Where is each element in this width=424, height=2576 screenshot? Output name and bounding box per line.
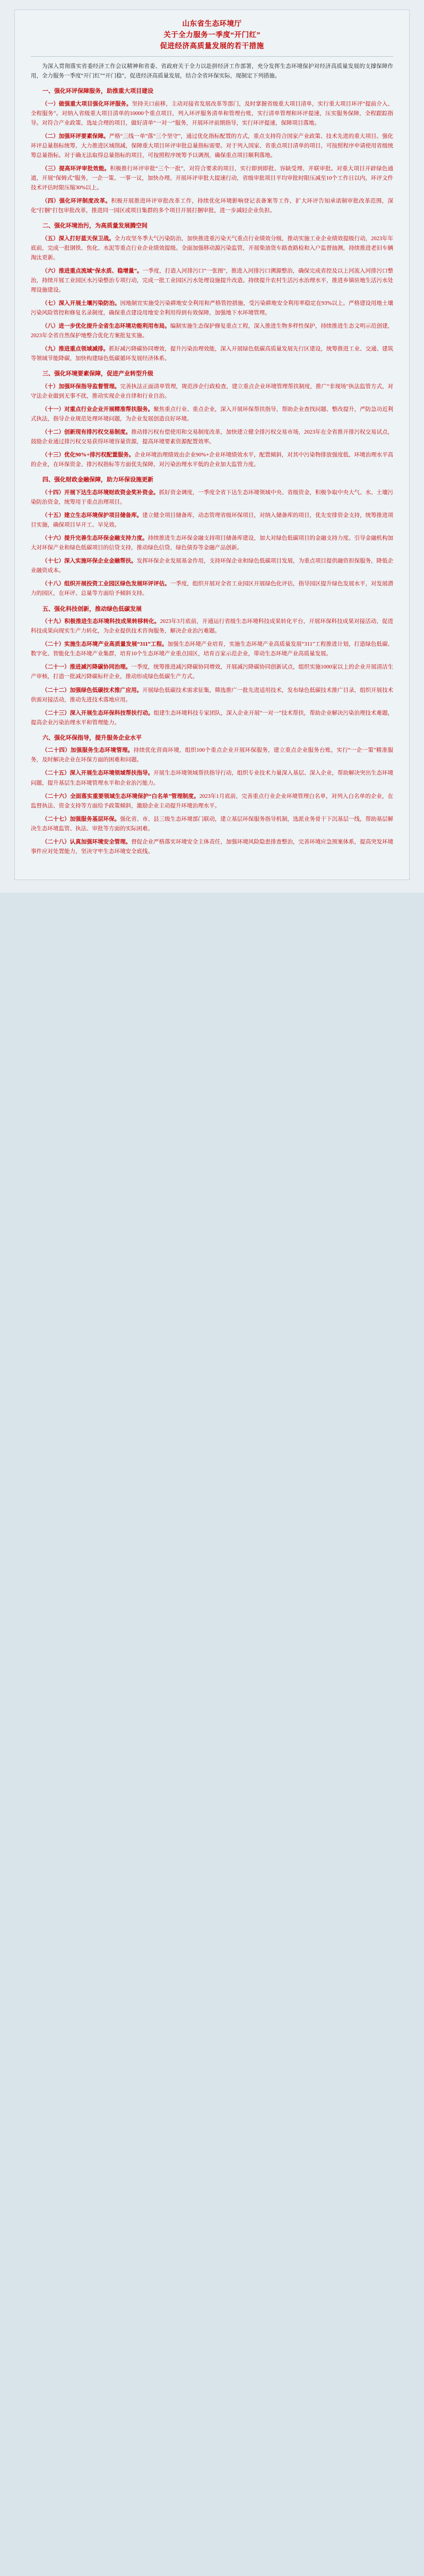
section-paragraph	[31, 234, 393, 263]
paragraph-body: 持续推进生态环保金融支持项目储备库建设，加大对绿色低碳项目的金融支持力度。引导金融机构加大对环保产业和绿色低碳项目的信贷支持，推动绿色信贷、绿色债券等金融产品创新。	[31, 535, 394, 551]
section-paragraph	[31, 267, 393, 295]
section-paragraph	[31, 428, 393, 447]
paragraph-body: 一季度，组织开展对全省工业园区开展绿色化评估，指导园区提升绿色发展水平，对发展潜力的园区，在环评、总量等方面给予倾斜支持。	[31, 581, 394, 597]
section-paragraph	[31, 534, 393, 553]
paragraph-body: 开展绿色低碳技术需求征集，筛选推广一批先进适用技术，发布绿色低碳技术推广目录，组织开展技术供需对接活动，推动先进技术落地应用。	[31, 687, 394, 703]
paragraph-lead: （十六）提升完善生态环保金融支持力度。	[42, 535, 148, 542]
section-paragraph	[31, 838, 393, 857]
section-paragraph	[31, 746, 393, 765]
paragraph-body: 建立健全项目储备库，动态管理省级环保项目，对纳入储备库的项目，优先安排资金支持，统筹推进项目实施，确保项目早开工、早见效。	[31, 513, 394, 529]
section-paragraph	[31, 197, 393, 216]
paragraph-body: 组建生态环境科技专家团队，深入企业开展“一对一”技术帮扶，帮助企业解决污染治理技术难题，提高企业污染治理水平和管理能力。	[31, 710, 393, 726]
section-paragraph	[31, 815, 393, 834]
paragraph-body: 发挥环保企业发展基金作用，支持环保企业和绿色低碳项目发展，为重点项目提供融资担保服务，降低企业融资成本。	[31, 558, 394, 574]
paragraph-lead: （十一）对重点行业企业开展精准帮扶服务。	[42, 407, 154, 413]
paragraph-lead: （八）进一步优化提升全省生态环境功能利用布局。	[42, 323, 170, 330]
section-paragraph	[31, 640, 393, 659]
section-paragraph	[31, 511, 393, 530]
document-title-line-2: 关于全力服务一季度“开门红”	[163, 30, 261, 39]
paragraph-lead: （三）提高环评审批效能。	[42, 165, 110, 172]
section-paragraph	[31, 709, 393, 728]
section-paragraph	[31, 557, 393, 576]
section-paragraph	[31, 663, 393, 682]
paragraph-lead: （二十六）全面落实重要领域生态环境保护“白名单”管理制度。	[42, 793, 200, 799]
section-paragraph	[31, 382, 393, 401]
section-paragraph	[31, 769, 393, 788]
section-paragraph	[31, 617, 393, 636]
paragraph-lead: （二十）实施生态环境产业高质量发展“311”工程。	[42, 641, 168, 648]
section-heading: 六、强化环保指导，提升服务企业水平	[42, 734, 142, 741]
paragraph-body: 督促企业严格落实环境安全主体责任，加强环境风险隐患排查整治，完善环境应急预案体系，提高突发环境事件应对处置能力，坚决守牢生态环境安全底线。	[31, 839, 394, 855]
paragraph-body: 2023年1月底前，完善重点行业企业环境管理白名单，对列入白名单的企业，在监督执法、资金支持等方面给予政策倾斜，激励企业主动提升环境治理水平。	[31, 793, 394, 809]
paragraph-lead: （四）强化环评制度改革。	[42, 198, 111, 204]
paragraph-body: 2023年3月底前，开通运行省级生态环境科技成果转化平台，开展环保科技成果对接活动，促进科技成果向现实生产力转化，为企业提供技术咨询服务，解决企业治污难题。	[31, 619, 394, 635]
paragraph-lead: （六）推进重点流域“保水质、稳增量”。	[42, 268, 143, 274]
paragraph-body: 因地制宜实施受污染耕地安全利用和严格管控措施，受污染耕地安全利用率稳定在93%以上。严格建设用地土壤污染风险管控和修复名录制度，确保重点建设用地安全利用得到有效保障，加强地下水环境管理。	[31, 301, 394, 316]
paragraph-lead: （十）加强环保指导监督管理。	[42, 384, 120, 390]
document-page	[0, 0, 424, 893]
paragraph-lead: （七）深入开展土壤污染防治。	[42, 301, 120, 307]
footer-spacer	[31, 860, 393, 866]
paragraph-lead: （二）加强环评要素保障。	[42, 133, 109, 139]
paragraph-lead: （十三）优化90%+排污权配置服务。	[42, 452, 135, 459]
paragraph-body: 抓好减污降碳协同增效，提升污染治理效能，深入开展绿色低碳高质量发展先行区建设，统筹推进工业、交通、建筑等领域节能降碳，加快构建绿色低碳循环发展经济体系。	[31, 346, 394, 362]
paragraph-lead: （二十七）加强服务基层环保。	[42, 816, 120, 822]
document-title-line-3: 促进经济高质量发展的若干措施	[160, 41, 264, 50]
section-paragraph	[31, 322, 393, 341]
paragraph-lead: （二十一）推进减污降碳协同治理。	[42, 664, 132, 671]
paragraph-lead: （十八）组织开展投资工业园区绿色发展环评评估。	[42, 581, 170, 587]
paragraph-lead: （十五）建立生态环境保护项目储备库。	[42, 513, 143, 519]
paragraph-body: 完善执法正面清单管理，规范涉企行政检查，建立重点企业环境管理帮扶制度，推广“非现场”执法监管方式，对守法企业做到无事不扰，推动实现企业自律和行业自治。	[31, 384, 393, 400]
paragraph-body: 一季度，统筹推进减污降碳协同增效，开展减污降碳协同创新试点，组织实施1000家以上的企业开展清洁生产审核，打造一批减污降碳标杆企业，推动形成绿色低碳生产方式。	[31, 664, 394, 680]
preamble-paragraph: 为深入贯彻落实省委经济工作会议精神和省委、省政府关于全力以赴拼经济工作部署，充分发挥生态环境保护对经济高质量发展的支撑保障作用，全力服务一季度“开门红”“开门稳”，促进经济高质量发展，结合全省环保实际，现制定下列措施。	[31, 63, 393, 79]
document-title	[31, 19, 393, 52]
section-heading: 一、强化环评保障服务，助推重大项目建设	[42, 87, 153, 94]
paragraph-lead: （二十二）加强绿色低碳技术推广应用。	[42, 687, 143, 693]
paragraph-body: 强化省、市、县三级生态环境部门联动，建立基层环保服务指导机制，选派业务骨干下沉基层一线，帮助基层解决生态环境监管、执法、审批等方面的实际困难。	[31, 816, 394, 832]
section-paragraph	[31, 345, 393, 364]
section-paragraph	[31, 132, 393, 161]
section-paragraph	[31, 686, 393, 705]
document-sheet	[14, 10, 410, 880]
section-paragraph	[31, 488, 393, 507]
paragraph-lead: （十四）开展下达生态环境财政资金奖补资金。	[42, 490, 159, 496]
paragraph-body: 积极推行环评审批“三个一批”，对符合要求的项目，实行即到即批、容缺受理、并联审批。对重大项目开辟绿色通道，开展“保姆式”服务，一企一策、一事一议，加快办理。开展环评审批大提速行动，省级审批项目平均审批时限压减至10个工作日以内，环评文件技术评估时限压缩30%以上。	[31, 165, 393, 191]
paragraph-body: 聚焦重点行业、重点企业，深入开展环保帮扶指导，帮助企业查找问题、整改提升，严防急功近利式执法，指导企业规范处理环境问题，为企业发展创造良好环境。	[31, 407, 394, 423]
section-heading: 三、强化环境要素保障，促进产业转型升级	[42, 371, 153, 377]
section-paragraph	[31, 100, 393, 128]
paragraph-lead: （二十五）深入开展生态环境领域帮扶指导。	[42, 770, 154, 777]
paragraph-body: 加强生态环境产业培育，实施生态环境产业高质量发展“311”工程推进计划，打造绿色低碳、数字化、智能化生态环境产业集群，培育10个生态环境产业重点园区，培育百家示范企业，带动生态环境产业高质量发展。	[31, 641, 394, 657]
document-title-line-1: 山东省生态环境厅	[182, 20, 242, 28]
paragraph-body: 积极开展推进环评审批改革工作，持续优化环境影响登记表备案等工作，扩大环评告知承诺制审批改革范围，深化“打捆”打包审批改革，推进同一园区或项目集群的多个项目开展打捆审批，进一步减轻企业负担。	[31, 198, 394, 214]
paragraph-lead: （九）推进重点领域减排。	[42, 346, 109, 353]
section-paragraph	[31, 405, 393, 424]
paragraph-lead: （十二）创新现有排污权交易制度。	[42, 429, 132, 436]
section-paragraph	[31, 164, 393, 193]
title-divider	[31, 56, 393, 57]
paragraph-body: 一季度，打造入河排污口“一张图”，推进入河排污口溯源整治，确保完成省控及以上河流入河排污口整治，持续开展工业园区水污染整治专项行动，完成一批工业园区污水处理设施提升改造。持续提升农村生活污水治理水平，推进乡镇驻地生活污水处理设施建设。	[31, 268, 393, 293]
paragraph-lead: （五）深入打好蓝天保卫战。	[42, 235, 115, 242]
paragraph-lead: （一）做强重大项目强化环评服务。	[42, 101, 132, 107]
paragraph-body: 企业环境治理绩效由企业90%+企业环境绩效水平，配置倾斜，对其中污染物排放强度低、环境治理水平高的企业，在环保资金、排污权指标等方面优先保障，对污染治理水平低的企业加大监管力度。	[31, 452, 393, 468]
paragraph-lead: （二十八）认真加强环境安全管理。	[42, 839, 132, 845]
paragraph-body: 持续优化营商环境，组织100个重点企业开展环保服务，建立重点企业服务台账，实行“一企一策”精准服务，及时解决企业在环保方面的困难和问题。	[31, 748, 393, 763]
section-heading: 四、强化财政金融保障，助力环保设施更新	[42, 477, 153, 483]
section-paragraph	[31, 579, 393, 599]
section-heading: 二、强化环境治污，为高质量发展腾空间	[42, 223, 148, 230]
paragraph-body: 坚持关口前移，主动对接省发展改革等部门，及时掌握省级重大项目清单，实行重大项目环评“提前介入、全程服务”。对纳入省级重大项目清单的10000个重点项目，列入环评服务清单和管理台账，实行清单管理和环评提速，压实服务保障，全程跟踪指导。对符合产业政策、选址合理的项目，做好清单“一对一”服务，开展环评前期指导，实行环评提速，保障项目落地。	[31, 101, 393, 126]
paragraph-body: 推动排污权有偿使用和交易制度改革，加快建立健全排污权交易市场，2023年在全省推开排污权交易试点，鼓励企业通过排污权交易获得环境容量资源，提高环境要素资源配置效率。	[31, 429, 394, 445]
section-heading: 五、强化科技创新，推动绿色低碳发展	[42, 605, 142, 612]
paragraph-body: 开展生态环境领域帮扶指导行动，组织专业技术力量深入基层、深入企业，帮助解决突出生态环境问题，提升基层生态环境管理水平和企业治污能力。	[31, 770, 394, 786]
paragraph-body: 抓好资金调度，一季度全省下达生态环境领域中央、省级资金，积极争取中央大气、水、土壤污染防治资金，统筹用于重点治理项目。	[31, 490, 394, 506]
paragraph-lead: （二十四）加强服务生态环境管理。	[42, 748, 134, 754]
paragraph-lead: （二十三）深入开展生态环保科技帮扶行动。	[42, 710, 154, 716]
paragraph-body: 严格“三线一单”落“三个坚守”，通过优化指标配置的方式，重点支持符合国家产业政策、技术先进的重大项目。强化环评总量指标统筹，大力推进区域削减，保障重大项目环评审批总量指标需要。对于列入国家、省重点项目清单的项目，可按照程序申请使用省级统筹总量指标。对于确无法取得总量指标的项目，可按照程序统筹予以调剂，确保重点项目顺利落地。	[31, 133, 394, 159]
section-paragraph	[31, 299, 393, 318]
paragraph-lead: （十七）深入实施环保企业金融帮扶。	[42, 558, 137, 565]
section-paragraph	[31, 451, 393, 470]
paragraph-body: 全力攻坚冬季大气污染防治，加快推进重污染天气重点行业绩效分级，推动实施工业企业绩效提级行动，2023年年底前，完成一批钢铁、焦化、水泥等重点行业企业绩效提级。全面加强移动源污染监管，开展柴油货车路查路检和入户监督抽测，持续推进老旧车辆淘汰更新。	[31, 235, 394, 261]
paragraph-lead: （十九）积极推进生态环境科技成果转移转化。	[42, 619, 160, 625]
section-paragraph	[31, 792, 393, 811]
paragraph-body: 编制实施生态保护修复重点工程，深入推进生物多样性保护，持续推进生态文明示范创建，2023年全省自然保护地整合优化方案批复实施。	[31, 323, 394, 339]
